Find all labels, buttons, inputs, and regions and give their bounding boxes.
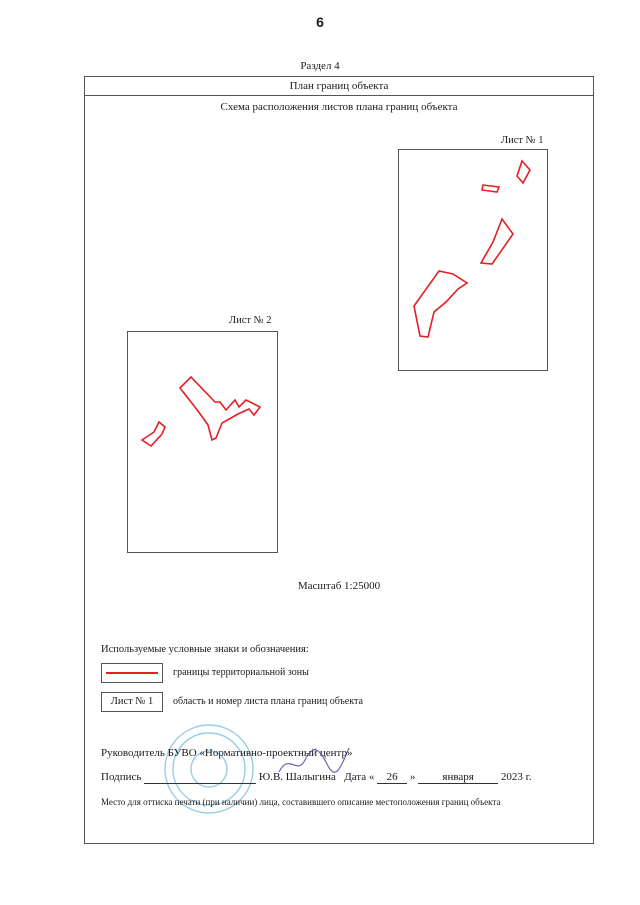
date-month: января	[418, 771, 498, 784]
sheet-1-label: Лист № 1	[501, 135, 544, 146]
sheet-2-label: Лист № 2	[229, 315, 272, 326]
boundary-1d	[414, 271, 467, 337]
signer-name: Ю.В. Шалыгина	[258, 771, 336, 783]
frame-title: План границ объекта	[85, 77, 593, 96]
date-label: Дата «	[344, 771, 375, 783]
legend-title: Используемые условные знаки и обозначения:	[101, 644, 309, 655]
section-title: Раздел 4	[300, 60, 340, 72]
date-close-quote: »	[409, 771, 416, 783]
boundary-1b	[517, 161, 530, 183]
legend-sheet-text: область и номер листа плана границ объекта	[173, 696, 363, 707]
scale-label: Масштаб 1:25000	[297, 580, 381, 592]
document-frame	[84, 76, 594, 844]
boundary-1a	[482, 185, 499, 192]
legend-boundary-symbol	[101, 663, 163, 683]
legend-boundary-text: границы территориальной зоны	[173, 667, 309, 678]
boundary-2a	[180, 377, 260, 440]
date-year: 2023 г.	[500, 771, 532, 783]
sheet-2-area	[127, 331, 278, 553]
date-day: 26	[377, 771, 407, 784]
legend-sheet-symbol: Лист № 1	[101, 692, 163, 712]
stamp-footnote: Место для оттиска печати (при наличии) лица, составившего описание местоположения границ объекта	[101, 797, 501, 807]
signature-field	[144, 771, 256, 784]
boundary-line-symbol	[106, 672, 158, 674]
head-line: Руководитель БУВО «Нормативно-проектный центр»	[101, 747, 353, 759]
sheet-2-boundaries	[128, 332, 279, 554]
sign-label: Подпись	[101, 771, 142, 783]
boundary-2b	[142, 422, 165, 446]
sheet-1-boundaries	[399, 150, 549, 372]
sheet-1-area	[398, 149, 548, 371]
page-number: 6	[316, 14, 324, 30]
boundary-1c	[481, 219, 513, 264]
signature-line	[101, 771, 532, 784]
scheme-title: Схема расположения листов плана границ объекта	[220, 101, 458, 113]
